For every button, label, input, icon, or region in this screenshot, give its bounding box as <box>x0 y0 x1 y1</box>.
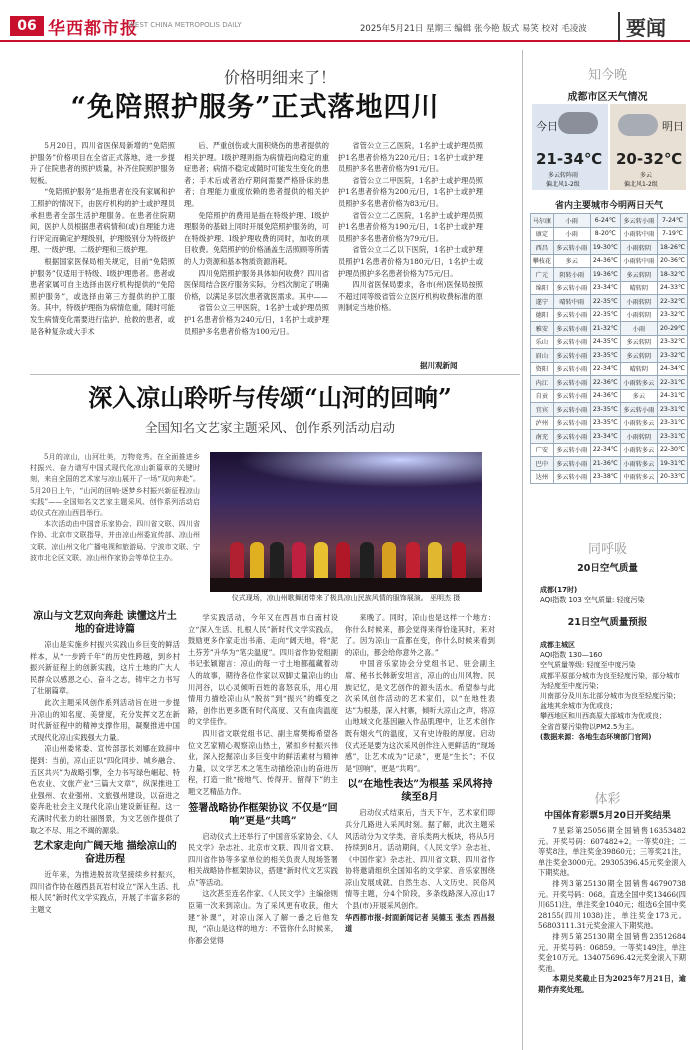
paragraph: 排列3第25130期全国销售46790738元。开奖号码：068。直选全国中奖13466(四川651)注，单注奖金1040元；组选6全国中奖28155(四川1038)注，单注奖金173元。56803111.31元奖金滚入下期奖池。 <box>538 878 686 931</box>
city-cell: 西昌 <box>531 241 554 255</box>
city-cell: 24-33℃ <box>657 281 687 295</box>
city-row <box>531 376 688 390</box>
city-cell: 小雨转阴 <box>620 308 657 322</box>
city-cell: 24-34℃ <box>657 362 687 376</box>
city-row <box>531 443 688 457</box>
city-cell: 眉山 <box>531 349 554 363</box>
city-cell: 多云转小雨 <box>553 403 590 417</box>
paragraph: 根据国家医保局相关规定，目前“免陪照护服务”仅适用于特级、Ⅰ级护理患者。患者或患者家属可自主选择由医疗机构提供的“免陪照护服务”，或选择由第三方提供的护工服务。其中，特级护理指为病情危重，随时可能发生病情变化需要进行监护、抢救的患者，或是各种复杂或大手术 <box>30 256 175 336</box>
city-cell: 20-29℃ <box>657 322 687 336</box>
city-cell: 多云转小雨 <box>553 389 590 403</box>
city-cell: 小雨转多云 <box>620 443 657 457</box>
city-row <box>531 416 688 430</box>
paragraph: 四川省医保局要求，各市(州)医保局按照不超过同等级省管公立医疗机构收费标准的原则制定当地价格。 <box>338 280 483 313</box>
city-cell: 22-35℃ <box>590 295 620 309</box>
city-cell: 23-34℃ <box>590 430 620 444</box>
city-cell: 21-36℃ <box>590 457 620 471</box>
paragraph: 启动仪式结束后，当天下午，艺术家们即兵分几路进入采风时刻。据了解，此次主题采风活动分为文学类、音乐类两大板块，将从5月持续到8月。活动期间，《人民文学》杂志社、《中国作家》杂志社、四川省文联、四川省作协将邀请组织全国知名的文学家、音乐家围绕凉山发展成就、自然生态、人文历史、民俗风情等主题，分4个阶段，多条线路深入凉山17个县(市)开展采风创作。 <box>345 808 495 911</box>
city-cell: 达州 <box>531 470 554 484</box>
city-cell: 小雨 <box>553 227 590 241</box>
paragraph: 四川省文联党组书记、副主席樊梅希望各位文艺家精心观察凉山热土，紧扣乡村振兴伟业，深入挖掘凉山多巨变中的鲜活素材与精神力量，以文学艺术之笔生动描绘凉山的奋进历程，打造一批“接地气、传得开、留得下”的主题文艺精品力作。 <box>188 728 338 796</box>
lottery-title: 中国体育彩票5月20日开奖结果 <box>544 811 671 821</box>
paragraph: 本期兑奖截止日为2025年7月21日，逾期作弃奖处理。 <box>538 974 686 994</box>
issue-meta: 2025年5月21日 星期三 编辑 张今艳 版式 易笑 校对 毛凌波 <box>360 24 587 34</box>
city-cell: 晴转阴 <box>620 362 657 376</box>
city-cell: 23-32℃ <box>657 349 687 363</box>
city-cell: 小雨转阴 <box>620 295 657 309</box>
cloud-icon <box>618 114 658 136</box>
city-cell: 中雨转多云 <box>620 470 657 484</box>
city-cell: 泸州 <box>531 416 554 430</box>
city-cell: 23-35℃ <box>590 403 620 417</box>
subheading: 艺术家走向广阔天地 描绘凉山的奋进历程 <box>33 841 177 866</box>
city-row <box>531 268 688 282</box>
paragraph: “免陪照护服务”是指患者在没有家属和护工照护的情况下，由医疗机构的护士或护理员承担患者全部生活护理服务。在患者住院期间，医护人员根据患者病情和(或)自理能力进行评定而确定护理级别，护理级别分为特级护理、一级护理、二级护理和三级护理。 <box>30 187 175 255</box>
story2-lead <box>30 452 200 564</box>
paragraph: 凉山是实施乡村振兴实践山乡巨变的鲜活样本，从“一步跨千年”的历史性跨越，到乡村振兴新征程上的创新实践，这片土地的广大人民群众以感恩之心、奋斗之志，铸牢之力书写了壮丽篇章。 <box>30 640 180 696</box>
city-cell: 多云转小雨 <box>553 443 590 457</box>
newspaper-logo-en: WEST CHINA METROPOLIS DAILY <box>128 21 242 29</box>
city-row <box>531 214 688 228</box>
city-cell: 绵阳 <box>531 281 554 295</box>
air-section: 同呼吸 <box>587 542 627 557</box>
city-cell: 晴转中雨 <box>553 295 590 309</box>
story1-col3 <box>338 140 483 314</box>
city-cell: 23-32℃ <box>657 335 687 349</box>
story2-col2 <box>188 612 338 946</box>
paragraph: 后、严重创伤或大面积烧伤的患者提供的相关护理。Ⅰ级护理则指为病情趋向稳定的重症患者；病情不稳定或随时可能发生变化的患者；手术后或者治疗期间需要严格卧床的患者；自理能力重度依赖的患者提供的相关护理。 <box>184 141 329 208</box>
story-divider <box>30 374 520 375</box>
story1-col1 <box>30 140 175 337</box>
paragraph: 5月20日，四川省医保局新增的“免陪照护服务”价格项目在全省正式落地，进一步提升了住院患者的照护质量，补齐住院照护服务短板。 <box>30 141 175 185</box>
city-cell: 雅安 <box>531 322 554 336</box>
paragraph: 四川免陪照护服务具体如何收费？四川省医保局结合医疗服务实际，分档次制定了明确价格，以满足多层次患者就医需求。其中—— <box>184 268 329 301</box>
city-weather-table <box>530 213 688 484</box>
subheading: 以“在地性表达”为根基 采风将持续至8月 <box>347 779 493 804</box>
city-cell: 晴转阴 <box>620 281 657 295</box>
city-cell: 多云转小雨 <box>553 457 590 471</box>
air-today: 成都(17时) AQI指数 103 空气质量: 轻度污染 <box>540 586 645 605</box>
section-title: 要闻 <box>618 12 666 41</box>
city-cell: 7-24℃ <box>657 214 687 228</box>
city-cell: 小雨转阴 <box>620 430 657 444</box>
paragraph: 这次甚至连名作家、《人民文学》主编徐则臣第一次来到凉山。为了采风更有收获，他大建“补课”，对凉山深入了解一番之后他发现，“凉山是这样的地方：不管你什么时候来，你都会觉得 <box>188 889 338 945</box>
event-photo <box>210 452 482 592</box>
city-cell: 宜宾 <box>531 403 554 417</box>
city-cell: 多云转小雨 <box>553 335 590 349</box>
city-row <box>531 254 688 268</box>
city-cell: 多云转小雨 <box>553 281 590 295</box>
city-row <box>531 362 688 376</box>
paragraph: 免陪照护的费用是指在特级护理、Ⅰ级护理服务的基础上同时开展免陪照护服务的，可在特级护理、Ⅰ级护理收费的同时，加收的项目收费。免陪照护的价格涵盖生活照顾等所需的人力资源和基本物质资源消耗。 <box>184 210 329 266</box>
city-cell: 多云转阴 <box>620 349 657 363</box>
city-cell: 19-31℃ <box>657 457 687 471</box>
city-cell: 自贡 <box>531 389 554 403</box>
air-forecast-title: 21日空气质量预报 <box>567 617 648 628</box>
city-cell: 小雨转多云 <box>620 376 657 390</box>
paragraph: 来晚了。同时，凉山也是这样一个地方：你什么时候来，都会觉得来得恰逢其时，来对了。因为凉山一直都在变，你什么时候来看到的凉山，都会给你意外之喜。” <box>345 613 495 657</box>
city-cell: 康定 <box>531 227 554 241</box>
page-number: 06 <box>10 16 44 36</box>
city-cell: 小雨 <box>553 214 590 228</box>
photo-caption: 仪式现场，凉山州歌舞团带来了极具凉山民族风情的服饰展演。 巫明杰 摄 <box>231 594 461 602</box>
city-cell: 小雨转多云 <box>620 457 657 471</box>
city-row <box>531 335 688 349</box>
city-cell: 多云转小雨 <box>553 430 590 444</box>
city-cell: 22-31℃ <box>657 376 687 390</box>
city-cell: 24-35℃ <box>590 335 620 349</box>
story2-headline: 深入凉山聆听与传颂“山河的回响” <box>88 383 452 412</box>
weather-today: 今日 21-34℃ 多云转阵雨 偏北风1-2级 <box>532 104 608 190</box>
city-row <box>531 322 688 336</box>
city-row <box>531 457 688 471</box>
story1-kicker: 价格明细来了！ <box>223 68 336 87</box>
paragraph: 省管公立三乙医院，1名护士或护理员照护1名患者价格为220元/日；1名护士或护理员照护多名患者价格为91元/日。 <box>338 141 483 174</box>
city-row <box>531 241 688 255</box>
paragraph: 近年来，为推进脱贫攻坚接续乡村振兴，四川省作协在越西县瓦岩村设立“深入生活、扎根人民”新时代文学实践点，开展了丰富多彩的主题文 <box>30 870 180 914</box>
city-cell: 23-32℃ <box>657 308 687 322</box>
city-cell: 攀枝花 <box>531 254 554 268</box>
city-cell: 19-36℃ <box>590 268 620 282</box>
city-cell: 多云转小雨 <box>553 322 590 336</box>
city-cell: 24-36℃ <box>590 254 620 268</box>
city-row <box>531 470 688 484</box>
paragraph: 排列5第25130期全国销售23512684元。开奖号码：06859。一等奖149注，单注奖金10万元。134075696.42元奖金滚入下期奖池。 <box>538 931 686 973</box>
newspaper-logo: 华西都市报 <box>48 19 138 39</box>
air-forecast: 成都主城区 AQI指数 130—160 空气质量等级: 轻度至中度污染 成都平原部分城市为良至轻度污染，部分城市为轻度至中度污染； 川南部分及川东北部分城市为良至轻度污染； 盆地其余城市为优或良； 攀西地区和川西高原大部城市为优或良； 全省首要污染物以PM2.5为主。 (数据来源：各地生态环境部门官网) <box>540 641 680 741</box>
city-cell: 22-35℃ <box>590 308 620 322</box>
column-divider <box>522 50 523 1050</box>
city-cell: 6-24℃ <box>590 214 620 228</box>
city-cell: 23-38℃ <box>590 470 620 484</box>
city-cell: 巴中 <box>531 457 554 471</box>
paragraph: 学实践活动，今年又在西昌市白南村设立“深入生活、扎根人民”新时代文学实践点，鼓励更多作家走出书斋、走向“阔天地，将“泥土芬芳”升华为“笔尖温度”。四川省作协党组副书记张颖谢言：凉山的每一寸土地都蕴藏着动人的故事，期待各位作家以双脚丈量凉山的山川河谷，以心灵倾听百姓的喜怒哀乐，用心用情用力描绘凉山从“脱贫”到“振兴”的蝶变之路，创作出更多既有时代高度、又有血肉温度的文学佳作。 <box>188 613 338 727</box>
city-cell: 23-34℃ <box>590 281 620 295</box>
city-table-title: 省内主要城市今明两日天气 <box>554 201 663 211</box>
city-cell: 22-32℃ <box>657 295 687 309</box>
city-cell: 多云转小雨 <box>620 214 657 228</box>
story2-subhead: 全国知名文艺家主题采风、创作系列活动启动 <box>144 420 395 435</box>
paragraph: 启动仪式上还举行了中国音乐家协会、《人民文学》杂志社、北京市文联、四川省文联、四川省作协等多家单位的相关负责人现场签署相关战略协作框架协议，搭建“新时代文艺实践点”等活动。 <box>188 831 338 887</box>
city-cell: 乐山 <box>531 335 554 349</box>
city-cell: 18-32℃ <box>657 268 687 282</box>
city-row <box>531 308 688 322</box>
city-cell: 广元 <box>531 268 554 282</box>
story1-col2 <box>184 140 329 337</box>
lottery-results <box>538 826 686 996</box>
paragraph: 中国音乐家协会分党组书记、驻会副主席、秘书长韩新安坦言，凉山的山川风物、民族记忆，是文艺创作的源头活水。希望参与此次采风创作活动的艺术家们，以“在地性表达”为根基，深入村寨，倾听大凉山之声，将凉山地域文化基因融入作品肌理中，让艺术创作既有烟火气的温度，又有史诗般的厚度。启动仪式还是要为这次采风创作注入更鲜活的“现场感”，让艺术成为“记录”，更是“生长”；不仅是“回响”，更是“共鸣”。 <box>345 659 495 773</box>
city-cell: 24-31℃ <box>657 389 687 403</box>
city-cell: 多云转小雨 <box>553 470 590 484</box>
paragraph: 省管公立二乙医院，1名护士或护理员照护1名患者价格为190元/日，1名护士或护理员照护多名患者价格为79元/日。 <box>338 210 483 243</box>
city-cell: 23-31℃ <box>657 416 687 430</box>
lottery-section: 体彩 <box>594 792 621 807</box>
city-cell: 多云转小雨 <box>553 241 590 255</box>
paragraph: 7星彩第25056期全国销售16353482元。开奖号码：607482+2。一等奖0注；二等奖8注，单注奖金39860元；三等奖21注，单注奖金3000元。29305396.45元奖金滚入下期奖池。 <box>538 826 686 878</box>
story2-col1 <box>30 606 180 915</box>
city-cell: 多云 <box>553 254 590 268</box>
city-cell: 阴转小雨 <box>553 268 590 282</box>
city-cell: 小雨转中雨 <box>620 227 657 241</box>
city-cell: 广安 <box>531 443 554 457</box>
city-row <box>531 295 688 309</box>
city-cell: 多云转小雨 <box>553 349 590 363</box>
city-row <box>531 281 688 295</box>
city-cell: 多云转阴 <box>620 335 657 349</box>
story2-byline: 华西都市报-封面新闻记者 吴德玉 张杰 西昌报道 <box>345 912 495 934</box>
city-row <box>531 349 688 363</box>
city-cell: 24-36℃ <box>590 389 620 403</box>
city-row <box>531 389 688 403</box>
paragraph: 省管公立二乙以下医院，1名护士或护理员照护1名患者价格为180元/日，1名护士或护理员照护多名患者价格为75元/日。 <box>338 245 483 278</box>
subheading: 签署战略协作框架协议 不仅是“回响”更是“共鸣” <box>188 802 338 827</box>
city-cell: 小雨 <box>620 322 657 336</box>
cloud-rain-icon <box>558 112 598 134</box>
weather-title: 成都市区天气情况 <box>567 92 648 103</box>
city-row <box>531 227 688 241</box>
story1-headline: “免陪照护服务”正式落地四川 <box>70 92 440 123</box>
city-cell: 多云转小雨 <box>553 416 590 430</box>
city-cell: 22-30℃ <box>657 443 687 457</box>
city-cell: 22-34℃ <box>590 443 620 457</box>
air-title: 20日空气质量 <box>577 563 638 574</box>
city-cell: 多云转小雨 <box>553 376 590 390</box>
city-cell: 21-32℃ <box>590 322 620 336</box>
city-cell: 小雨转多云 <box>620 416 657 430</box>
city-cell: 小雨转阴 <box>620 241 657 255</box>
paragraph: 凉山州委常委、宣传部部长刘娜在致辞中提到：当前，凉山正以“四化同步、城乡融合、五区共兴”为战略引擎，全力书写绿色崛起、特色农业、文旅产业“三篇大文章”，纵深推进工业强州、农业强州、文旅强州建设，以奋进之姿奔赴社会主义现代化凉山建设新征程。这一充满时代张力的壮丽图景，为文艺创作提供了取之不尽、用之不竭的源泉。 <box>30 744 180 835</box>
city-cell: 德阳 <box>531 308 554 322</box>
city-cell: 资阳 <box>531 362 554 376</box>
weather-tomorrow: 明日 20-32℃ 多云 偏北风1-2级 <box>610 104 686 190</box>
city-cell: 多云转小雨 <box>553 308 590 322</box>
city-row <box>531 430 688 444</box>
city-cell: 23-31℃ <box>657 430 687 444</box>
city-cell: 22-34℃ <box>590 362 620 376</box>
weather-banner: 知今晚 <box>587 68 627 83</box>
city-cell: 南充 <box>531 430 554 444</box>
city-cell: 多云转小雨 <box>553 362 590 376</box>
city-cell: 遂宁 <box>531 295 554 309</box>
paragraph: 本次活动由中国音乐家协会、四川省文联、四川省作协、北京市文联指导，并由凉山州委宣传部、凉山州文联、凉山州文化广播电视和旅游局、宁波市文联、宁波市北仑区文联、凉山州作家协会等单位主办。 <box>30 520 200 562</box>
story2-col3 <box>345 612 495 935</box>
paragraph: 5月的凉山，山河壮美，万物竞秀。在全面推进乡村振兴、奋力谱写中国式现代化凉山新篇章的关键时刻，来自全国的艺术家与凉山展开了一场“双向奔赴”。5月20日上午，“山河的回响·逐梦乡村振兴新征程凉山实践”——全国知名文艺家主题采风、创作系列活动启动仪式在凉山西昌举行。 <box>30 453 200 518</box>
subheading: 凉山与文艺双向奔赴 读懂这片土地的奋进诗篇 <box>33 611 177 635</box>
city-cell: 马尔康 <box>531 214 554 228</box>
city-cell: 23-31℃ <box>657 403 687 417</box>
city-cell: 18-26℃ <box>657 241 687 255</box>
city-cell: 小雨转中雨 <box>620 254 657 268</box>
city-cell: 22-36℃ <box>590 376 620 390</box>
city-cell: 20-36℃ <box>657 254 687 268</box>
city-cell: 19-30℃ <box>590 241 620 255</box>
city-cell: 23-35℃ <box>590 349 620 363</box>
city-cell: 多云 <box>620 389 657 403</box>
city-cell: 内江 <box>531 376 554 390</box>
city-cell: 8-20℃ <box>590 227 620 241</box>
city-cell: 23-35℃ <box>590 416 620 430</box>
city-cell: 多云转小雨 <box>620 403 657 417</box>
city-cell: 多云转阴 <box>620 268 657 282</box>
story1-byline: 据川观新闻 <box>420 361 458 370</box>
city-cell: 20-33℃ <box>657 470 687 484</box>
paragraph: 此次主题采风创作系列活动旨在进一步提升凉山的知名度、美誉度，充分发挥文艺在新时代新征程中的精神支撑作用，凝聚推进中国式现代化凉山实践强大力量。 <box>30 697 180 742</box>
city-cell: 7-19℃ <box>657 227 687 241</box>
paragraph: 省管公立二甲医院，1名护士或护理员照护1名患者价格为200元/日，1名护士或护理员照护多名患者价格为83元/日。 <box>338 175 483 208</box>
paragraph: 省管公立三甲医院，1名护士或护理员照护1名患者价格为240元/日，1名护士或护理员照护多名患者价格为100元/日。 <box>184 303 329 336</box>
city-row <box>531 403 688 417</box>
